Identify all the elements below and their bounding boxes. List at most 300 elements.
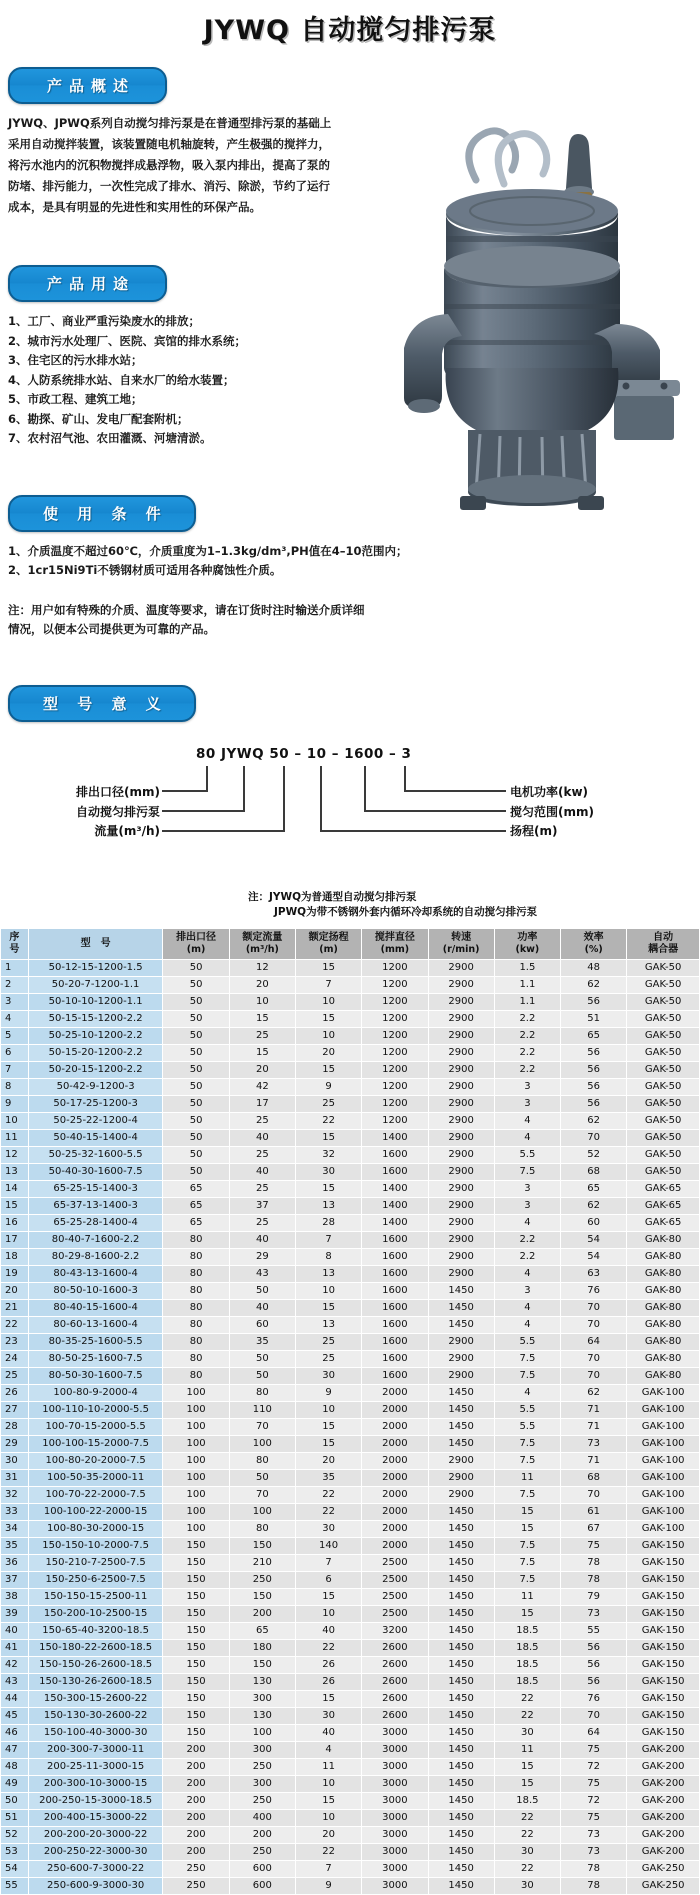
- cell-flow: 250: [229, 1571, 295, 1588]
- cell-flow: 37: [229, 1197, 295, 1214]
- table-row: [1, 959, 700, 976]
- cell-efficiency: 63: [561, 1265, 627, 1282]
- usage-list: [0, 312, 700, 449]
- cell-index: 41: [1, 1639, 29, 1656]
- cell-bore: 50: [163, 993, 229, 1010]
- cell-stir-diameter: 1200: [362, 976, 428, 993]
- cell-flow: 250: [229, 1843, 295, 1860]
- cell-efficiency: 73: [561, 1843, 627, 1860]
- column-header-efficiency: [561, 928, 627, 959]
- cell-stir-diameter: 1200: [362, 1010, 428, 1027]
- tick-bore: [206, 766, 208, 774]
- table-row: [1, 1877, 700, 1894]
- cell-head: 22: [295, 1503, 361, 1520]
- model-code: 80 JYWQ 50 – 10 – 1600 – 3: [196, 745, 412, 762]
- cell-index: 16: [1, 1214, 29, 1231]
- cell-efficiency: 67: [561, 1520, 627, 1537]
- cell-model: 50-12-15-1200-1.5: [28, 959, 163, 976]
- cell-model: 50-25-32-1600-5.5: [28, 1146, 163, 1163]
- cell-flow: 300: [229, 1690, 295, 1707]
- cell-stir-diameter: 2000: [362, 1435, 428, 1452]
- cell-power: 1.5: [494, 959, 560, 976]
- cell-head: 20: [295, 1826, 361, 1843]
- cell-head: 20: [295, 1452, 361, 1469]
- cell-model: 100-100-22-2000-15: [28, 1503, 163, 1520]
- cell-model: 50-17-25-1200-3: [28, 1095, 163, 1112]
- leader-series-v: [243, 774, 245, 812]
- cell-model: 80-50-25-1600-7.5: [28, 1350, 163, 1367]
- cell-bore: 100: [163, 1435, 229, 1452]
- cell-head: 13: [295, 1316, 361, 1333]
- cell-stir-diameter: 2500: [362, 1571, 428, 1588]
- list-item: 6、勘探、矿山、发电厂配套附机；: [8, 411, 189, 426]
- cell-bore: 50: [163, 1027, 229, 1044]
- cell-coupler: GAK-65: [627, 1180, 700, 1197]
- tick-stir: [364, 766, 366, 774]
- cell-bore: 200: [163, 1843, 229, 1860]
- cell-power: 7.5: [494, 1537, 560, 1554]
- cell-speed: 1450: [428, 1401, 494, 1418]
- cell-flow: 12: [229, 959, 295, 976]
- cell-speed: 1450: [428, 1724, 494, 1741]
- cell-flow: 400: [229, 1809, 295, 1826]
- cell-coupler: GAK-50: [627, 1095, 700, 1112]
- cell-efficiency: 52: [561, 1146, 627, 1163]
- cell-flow: 40: [229, 1231, 295, 1248]
- cell-model: 80-43-13-1600-4: [28, 1265, 163, 1282]
- cell-bore: 150: [163, 1622, 229, 1639]
- cell-flow: 100: [229, 1435, 295, 1452]
- cell-coupler: GAK-200: [627, 1758, 700, 1775]
- cell-model: 150-100-40-3000-30: [28, 1724, 163, 1741]
- cell-bore: 50: [163, 1010, 229, 1027]
- leader-bore-h: [162, 790, 208, 792]
- cell-efficiency: 72: [561, 1758, 627, 1775]
- header-unit: (r/min): [442, 943, 480, 955]
- cell-power: 18.5: [494, 1792, 560, 1809]
- cell-stir-diameter: 1200: [362, 1078, 428, 1095]
- cell-index: 18: [1, 1248, 29, 1265]
- cell-flow: 130: [229, 1673, 295, 1690]
- cell-power: 4: [494, 1112, 560, 1129]
- cell-stir-diameter: 2600: [362, 1656, 428, 1673]
- cell-flow: 300: [229, 1741, 295, 1758]
- cell-speed: 1450: [428, 1826, 494, 1843]
- cell-efficiency: 54: [561, 1248, 627, 1265]
- cell-stir-diameter: 3000: [362, 1860, 428, 1877]
- cell-speed: 1450: [428, 1639, 494, 1656]
- cell-flow: 50: [229, 1469, 295, 1486]
- conditions-note: [0, 601, 388, 639]
- cell-model: 80-50-10-1600-3: [28, 1282, 163, 1299]
- cell-speed: 1450: [428, 1418, 494, 1435]
- cell-flow: 100: [229, 1724, 295, 1741]
- cell-coupler: GAK-200: [627, 1809, 700, 1826]
- table-row: [1, 1503, 700, 1520]
- cell-index: 6: [1, 1044, 29, 1061]
- cell-stir-diameter: 1600: [362, 1316, 428, 1333]
- header-line: 号: [9, 943, 20, 955]
- cell-efficiency: 56: [561, 993, 627, 1010]
- cell-speed: 2900: [428, 1248, 494, 1265]
- cell-power: 11: [494, 1469, 560, 1486]
- cell-head: 30: [295, 1163, 361, 1180]
- cell-model: 150-150-10-2000-7.5: [28, 1537, 163, 1554]
- cell-head: 11: [295, 1758, 361, 1775]
- cell-coupler: GAK-50: [627, 1163, 700, 1180]
- cell-index: 26: [1, 1384, 29, 1401]
- table-row: [1, 1044, 700, 1061]
- cell-coupler: GAK-150: [627, 1707, 700, 1724]
- cell-efficiency: 62: [561, 1112, 627, 1129]
- column-header-model: [28, 928, 163, 959]
- cell-efficiency: 70: [561, 1350, 627, 1367]
- cell-head: 25: [295, 1350, 361, 1367]
- list-item: 2、城市污水处理厂、医院、宾馆的排水系统；: [8, 333, 246, 348]
- specification-table: [0, 928, 700, 1895]
- conditions-heading: 使 用 条 件: [8, 495, 196, 532]
- cell-head: 22: [295, 1112, 361, 1129]
- cell-efficiency: 79: [561, 1588, 627, 1605]
- cell-coupler: GAK-150: [627, 1656, 700, 1673]
- cell-speed: 1450: [428, 1809, 494, 1826]
- cell-power: 7.5: [494, 1350, 560, 1367]
- cell-stir-diameter: 3000: [362, 1792, 428, 1809]
- cell-speed: 2900: [428, 1061, 494, 1078]
- header-unit: (mm): [380, 943, 410, 955]
- table-row: [1, 1673, 700, 1690]
- cell-index: 28: [1, 1418, 29, 1435]
- header-line: 耦合器: [648, 943, 679, 955]
- cell-flow: 50: [229, 1367, 295, 1384]
- table-row: [1, 1197, 700, 1214]
- cell-stir-diameter: 3000: [362, 1724, 428, 1741]
- cell-index: 13: [1, 1163, 29, 1180]
- cell-power: 2.2: [494, 1010, 560, 1027]
- cell-power: 2.2: [494, 1248, 560, 1265]
- table-row: [1, 1112, 700, 1129]
- table-row: [1, 1639, 700, 1656]
- cell-speed: 2900: [428, 1197, 494, 1214]
- cell-speed: 1450: [428, 1571, 494, 1588]
- cell-efficiency: 70: [561, 1129, 627, 1146]
- cell-coupler: GAK-150: [627, 1622, 700, 1639]
- cell-bore: 150: [163, 1639, 229, 1656]
- cell-flow: 80: [229, 1520, 295, 1537]
- cell-coupler: GAK-80: [627, 1333, 700, 1350]
- cell-efficiency: 56: [561, 1044, 627, 1061]
- cell-speed: 2900: [428, 1350, 494, 1367]
- cell-head: 10: [295, 1775, 361, 1792]
- cell-index: 22: [1, 1316, 29, 1333]
- cell-bore: 50: [163, 1095, 229, 1112]
- table-row: [1, 1333, 700, 1350]
- cell-flow: 17: [229, 1095, 295, 1112]
- cell-power: 7.5: [494, 1435, 560, 1452]
- cell-speed: 2900: [428, 993, 494, 1010]
- cell-coupler: GAK-200: [627, 1741, 700, 1758]
- cell-head: 22: [295, 1486, 361, 1503]
- cell-model: 100-80-20-2000-7.5: [28, 1452, 163, 1469]
- cell-power: 22: [494, 1826, 560, 1843]
- header-unit: (m): [319, 943, 338, 955]
- cell-bore: 65: [163, 1214, 229, 1231]
- cell-speed: 2900: [428, 1469, 494, 1486]
- cell-bore: 200: [163, 1775, 229, 1792]
- cell-speed: 1450: [428, 1520, 494, 1537]
- cell-index: 36: [1, 1554, 29, 1571]
- header-unit: (m): [186, 943, 206, 955]
- list-item: 5、市政工程、建筑工地；: [8, 392, 143, 406]
- cell-power: 15: [494, 1605, 560, 1622]
- cell-flow: 600: [229, 1877, 295, 1894]
- cell-index: 42: [1, 1656, 29, 1673]
- table-row: [1, 1282, 700, 1299]
- cell-coupler: GAK-150: [627, 1537, 700, 1554]
- cell-flow: 25: [229, 1214, 295, 1231]
- cell-flow: 250: [229, 1758, 295, 1775]
- cell-index: 46: [1, 1724, 29, 1741]
- cell-stir-diameter: 3200: [362, 1622, 428, 1639]
- cell-efficiency: 70: [561, 1707, 627, 1724]
- cell-index: 51: [1, 1809, 29, 1826]
- cell-index: 1: [1, 959, 29, 976]
- header-line: 效率: [583, 931, 604, 943]
- cell-model: 100-80-9-2000-4: [28, 1384, 163, 1401]
- cell-index: 48: [1, 1758, 29, 1775]
- table-row: [1, 1061, 700, 1078]
- cell-index: 11: [1, 1129, 29, 1146]
- cell-bore: 100: [163, 1520, 229, 1537]
- cell-index: 38: [1, 1588, 29, 1605]
- table-row: [1, 1537, 700, 1554]
- cell-coupler: GAK-100: [627, 1486, 700, 1503]
- cell-coupler: GAK-80: [627, 1282, 700, 1299]
- cell-power: 5.5: [494, 1146, 560, 1163]
- note-line: 情况，以便本公司提供更为可靠的产品。: [8, 621, 215, 636]
- cell-coupler: GAK-150: [627, 1673, 700, 1690]
- cell-efficiency: 78: [561, 1877, 627, 1894]
- cell-model: 150-65-40-3200-18.5: [28, 1622, 163, 1639]
- cell-index: 33: [1, 1503, 29, 1520]
- page-title: JYWQ 自动搅匀排污泵: [203, 15, 497, 46]
- cell-efficiency: 73: [561, 1435, 627, 1452]
- cell-power: 22: [494, 1707, 560, 1724]
- cell-efficiency: 56: [561, 1639, 627, 1656]
- cell-model: 250-600-9-3000-30: [28, 1877, 163, 1894]
- table-row: [1, 1367, 700, 1384]
- cell-efficiency: 56: [561, 1656, 627, 1673]
- cell-index: 8: [1, 1078, 29, 1095]
- cell-power: 4: [494, 1299, 560, 1316]
- cell-head: 15: [295, 1418, 361, 1435]
- cell-power: 22: [494, 1860, 560, 1877]
- cell-index: 43: [1, 1673, 29, 1690]
- cell-model: 50-20-7-1200-1.1: [28, 976, 163, 993]
- cell-bore: 50: [163, 959, 229, 976]
- cell-head: 13: [295, 1265, 361, 1282]
- cell-index: 10: [1, 1112, 29, 1129]
- leader-series-h: [162, 810, 245, 812]
- cell-speed: 2900: [428, 1180, 494, 1197]
- cell-stir-diameter: 2500: [362, 1588, 428, 1605]
- cell-efficiency: 56: [561, 1673, 627, 1690]
- cell-speed: 2900: [428, 1095, 494, 1112]
- cell-stir-diameter: 2500: [362, 1605, 428, 1622]
- model-designation-diagram: [0, 738, 700, 928]
- list-item: 2、1cr15Ni9Ti不锈钢材质可适用各种腐蚀性介质。: [8, 563, 282, 577]
- cell-stir-diameter: 2500: [362, 1554, 428, 1571]
- cell-coupler: GAK-150: [627, 1588, 700, 1605]
- cell-flow: 250: [229, 1792, 295, 1809]
- cell-power: 15: [494, 1520, 560, 1537]
- cell-model: 80-29-8-1600-2.2: [28, 1248, 163, 1265]
- table-row: [1, 1486, 700, 1503]
- cell-stir-diameter: 1600: [362, 1231, 428, 1248]
- cell-power: 2.2: [494, 1027, 560, 1044]
- cell-model: 100-110-10-2000-5.5: [28, 1401, 163, 1418]
- overview-text: [0, 114, 338, 217]
- cell-coupler: GAK-80: [627, 1350, 700, 1367]
- cell-efficiency: 72: [561, 1792, 627, 1809]
- cell-bore: 80: [163, 1350, 229, 1367]
- cell-power: 7.5: [494, 1554, 560, 1571]
- cell-power: 22: [494, 1690, 560, 1707]
- cell-index: 44: [1, 1690, 29, 1707]
- cell-speed: 2900: [428, 1129, 494, 1146]
- cell-head: 15: [295, 1588, 361, 1605]
- cell-head: 20: [295, 1044, 361, 1061]
- cell-head: 40: [295, 1724, 361, 1741]
- table-row: [1, 993, 700, 1010]
- cell-bore: 50: [163, 1163, 229, 1180]
- cell-speed: 1450: [428, 1282, 494, 1299]
- cell-speed: 2900: [428, 1367, 494, 1384]
- cell-bore: 200: [163, 1809, 229, 1826]
- header-line: 额定流量: [242, 931, 283, 943]
- cell-efficiency: 70: [561, 1367, 627, 1384]
- cell-speed: 2900: [428, 1333, 494, 1350]
- cell-flow: 50: [229, 1282, 295, 1299]
- cell-bore: 50: [163, 1112, 229, 1129]
- cell-flow: 40: [229, 1163, 295, 1180]
- cell-model: 150-130-30-2600-22: [28, 1707, 163, 1724]
- cell-speed: 1450: [428, 1877, 494, 1894]
- cell-coupler: GAK-200: [627, 1826, 700, 1843]
- label-discharge-bore: 排出口径(mm): [76, 784, 160, 799]
- cell-index: 27: [1, 1401, 29, 1418]
- cell-bore: 80: [163, 1367, 229, 1384]
- cell-stir-diameter: 3000: [362, 1775, 428, 1792]
- cell-index: 32: [1, 1486, 29, 1503]
- cell-speed: 2900: [428, 1163, 494, 1180]
- table-row: [1, 1163, 700, 1180]
- cell-flow: 43: [229, 1265, 295, 1282]
- cell-stir-diameter: 1600: [362, 1299, 428, 1316]
- cell-flow: 110: [229, 1401, 295, 1418]
- cell-bore: 80: [163, 1265, 229, 1282]
- cell-model: 200-300-10-3000-15: [28, 1775, 163, 1792]
- column-header-coupler: [627, 928, 700, 959]
- cell-head: 10: [295, 1809, 361, 1826]
- cell-stir-diameter: 1200: [362, 1027, 428, 1044]
- cell-index: 15: [1, 1197, 29, 1214]
- cell-speed: 2900: [428, 1214, 494, 1231]
- cell-head: 15: [295, 1129, 361, 1146]
- cell-efficiency: 71: [561, 1401, 627, 1418]
- cell-flow: 25: [229, 1180, 295, 1197]
- cell-power: 7.5: [494, 1367, 560, 1384]
- cell-speed: 2900: [428, 959, 494, 976]
- cell-speed: 1450: [428, 1758, 494, 1775]
- cell-bore: 150: [163, 1554, 229, 1571]
- cell-speed: 2900: [428, 1112, 494, 1129]
- cell-flow: 10: [229, 993, 295, 1010]
- table-row: [1, 1095, 700, 1112]
- cell-head: 22: [295, 1639, 361, 1656]
- cell-bore: 150: [163, 1588, 229, 1605]
- cell-model: 200-250-15-3000-18.5: [28, 1792, 163, 1809]
- cell-flow: 70: [229, 1418, 295, 1435]
- cell-head: 32: [295, 1146, 361, 1163]
- cell-efficiency: 56: [561, 1078, 627, 1095]
- cell-head: 7: [295, 1860, 361, 1877]
- cell-model: 150-130-26-2600-18.5: [28, 1673, 163, 1690]
- cell-efficiency: 70: [561, 1486, 627, 1503]
- cell-power: 7.5: [494, 1571, 560, 1588]
- table-row: [1, 1588, 700, 1605]
- cell-bore: 150: [163, 1656, 229, 1673]
- cell-model: 150-180-22-2600-18.5: [28, 1639, 163, 1656]
- cell-model: 50-10-10-1200-1.1: [28, 993, 163, 1010]
- cell-bore: 250: [163, 1877, 229, 1894]
- cell-stir-diameter: 2000: [362, 1537, 428, 1554]
- cell-coupler: GAK-50: [627, 1078, 700, 1095]
- cell-stir-diameter: 3000: [362, 1877, 428, 1894]
- table-row: [1, 1469, 700, 1486]
- cell-bore: 100: [163, 1418, 229, 1435]
- cell-bore: 100: [163, 1469, 229, 1486]
- table-row: [1, 1656, 700, 1673]
- cell-index: 35: [1, 1537, 29, 1554]
- cell-speed: 1450: [428, 1690, 494, 1707]
- cell-index: 40: [1, 1622, 29, 1639]
- cell-speed: 2900: [428, 976, 494, 993]
- cell-coupler: GAK-50: [627, 1010, 700, 1027]
- cell-coupler: GAK-200: [627, 1775, 700, 1792]
- cell-efficiency: 68: [561, 1469, 627, 1486]
- cell-head: 140: [295, 1537, 361, 1554]
- cell-stir-diameter: 2600: [362, 1639, 428, 1656]
- cell-stir-diameter: 2000: [362, 1503, 428, 1520]
- cell-coupler: GAK-50: [627, 1129, 700, 1146]
- cell-bore: 65: [163, 1197, 229, 1214]
- cell-bore: 100: [163, 1384, 229, 1401]
- cell-coupler: GAK-80: [627, 1231, 700, 1248]
- cell-efficiency: 62: [561, 976, 627, 993]
- cell-index: 54: [1, 1860, 29, 1877]
- cell-index: 19: [1, 1265, 29, 1282]
- cell-efficiency: 61: [561, 1503, 627, 1520]
- header-line: 型 号: [80, 937, 111, 949]
- cell-model: 50-20-15-1200-2.2: [28, 1061, 163, 1078]
- cell-stir-diameter: 2600: [362, 1707, 428, 1724]
- cell-power: 15: [494, 1758, 560, 1775]
- cell-power: 30: [494, 1843, 560, 1860]
- cell-speed: 2900: [428, 1265, 494, 1282]
- cell-flow: 15: [229, 1010, 295, 1027]
- cell-bore: 50: [163, 976, 229, 993]
